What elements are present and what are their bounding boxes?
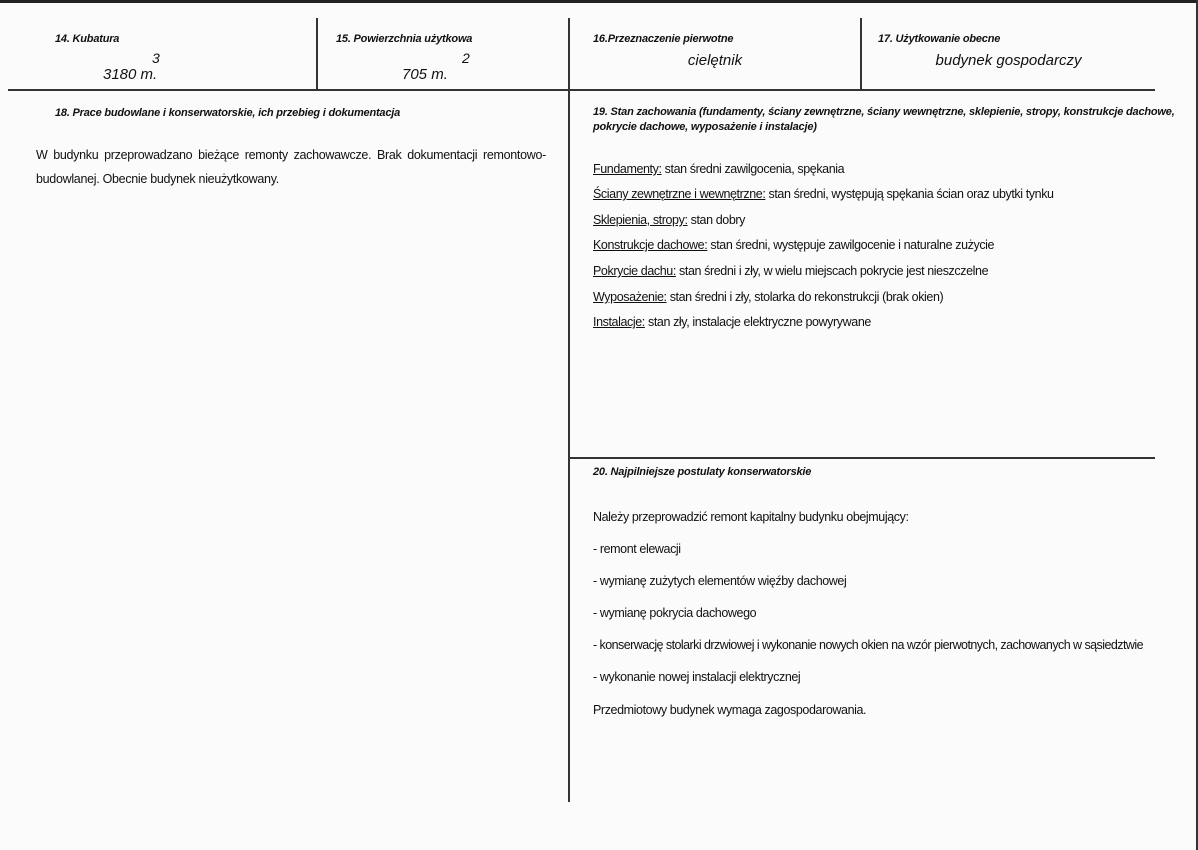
condition-row (593, 238, 994, 252)
section20-label: 20. Najpilniejsze postulaty konserwatorskie (593, 466, 812, 478)
uzytkowanie-label: 17. Użytkowanie obecne (878, 33, 1001, 45)
divider-header-row (8, 89, 1155, 91)
condition-value: stan średni, występuje zawilgocenie i naturalne zużycie (710, 238, 995, 252)
condition-row (593, 162, 844, 176)
uzytkowanie-value: budynek gospodarczy (935, 52, 1082, 69)
przeznaczenie-value: cielętnik (687, 52, 743, 69)
divider-main-vertical (568, 18, 570, 802)
section19-label-line1: 19. Stan zachowania (fundamenty, ściany zewnętrzne, ściany wewnętrzne, sklepienie, stropy, konstrukcje dachowe, (593, 106, 1175, 118)
condition-key: Ściany zewnętrzne i wewnętrzne: (593, 187, 766, 201)
condition-row (593, 264, 988, 278)
postulate-line: Należy przeprowadzić remont kapitalny budynku obejmujący: (593, 510, 909, 524)
postulate-line: Przedmiotowy budynek wymaga zagospodarowania. (593, 703, 867, 717)
condition-row (593, 187, 1054, 201)
condition-key: Wyposażenie: (593, 290, 667, 304)
condition-row (593, 213, 745, 227)
section18-line2: budowlanej. Obecnie budynek nieużytkowany. (36, 172, 279, 186)
powierzchnia-label: 15. Powierzchnia użytkowa (336, 33, 473, 45)
postulate-line: - konserwację stolarki drzwiowej i wykonanie nowych okien na wzór pierwotnych, zachowanych w sąsiedztwie (593, 638, 1144, 652)
kubatura-value: 3180 m. (103, 66, 158, 83)
section19-label-line2: pokrycie dachowe, wyposażenie i instalacje) (593, 121, 817, 133)
condition-row (593, 290, 943, 304)
postulate-line: - wykonanie nowej instalacji elektrycznej (593, 670, 801, 684)
page-top-border (0, 0, 1198, 3)
divider-19-20 (569, 457, 1155, 459)
condition-key: Konstrukcje dachowe: (593, 238, 708, 252)
postulate-line: - wymianę pokrycia dachowego (593, 606, 757, 620)
kubatura-label: 14. Kubatura (55, 33, 120, 45)
condition-key: Pokrycie dachu: (593, 264, 676, 278)
powierzchnia-superscript: 2 (462, 50, 470, 66)
condition-value: stan średni, występują spękania ścian oraz ubytki tynku (768, 187, 1054, 201)
condition-value: stan średni i zły, stolarka do rekonstrukcji (brak okien) (669, 290, 944, 304)
condition-row (593, 315, 871, 329)
divider-14-15 (316, 18, 318, 90)
condition-value: stan dobry (690, 213, 745, 227)
condition-value: stan średni zawilgocenia, spękania (664, 162, 845, 176)
condition-key: Sklepienia, stropy: (593, 213, 688, 227)
section18-line1: W budynku przeprowadzano bieżące remonty zachowawcze. Brak dokumentacji remontowo- (36, 148, 546, 162)
condition-value: stan zły, instalacje elektryczne powyrywane (647, 315, 871, 329)
kubatura-superscript: 3 (152, 50, 160, 66)
postulate-line: - wymianę zużytych elementów więźby dachowej (593, 574, 847, 588)
condition-value: stan średni i zły, w wielu miejscach pokrycie jest nieszczelne (679, 264, 989, 278)
powierzchnia-value: 705 m. (402, 66, 448, 83)
section18-label: 18. Prace budowlane i konserwatorskie, ich przebieg i dokumentacja (55, 107, 401, 119)
condition-key: Fundamenty: (593, 162, 662, 176)
condition-key: Instalacje: (593, 315, 645, 329)
postulate-line: - remont elewacji (593, 542, 681, 556)
przeznaczenie-label: 16.Przeznaczenie pierwotne (593, 33, 734, 45)
